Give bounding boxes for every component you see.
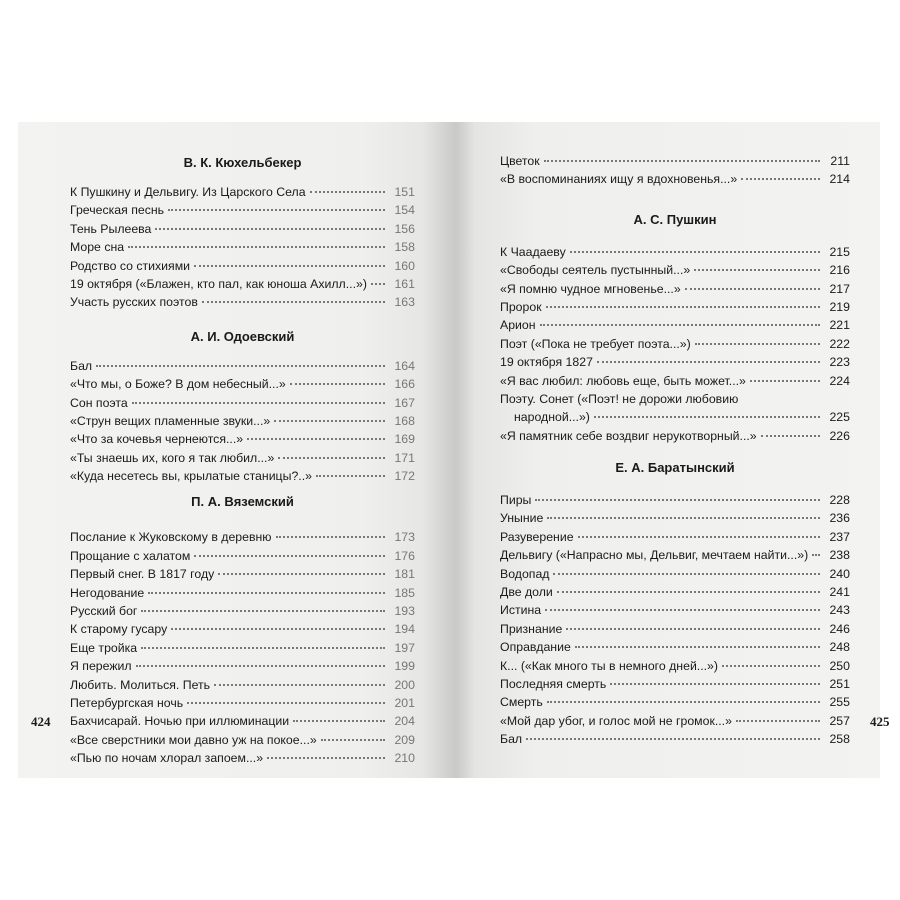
leader-dots [594,416,820,418]
leader-dots [610,683,820,685]
entry-page: 197 [394,640,415,655]
entry-title: «Все сверстники мои давно уж на покое...» [70,732,317,747]
entry-page: 223 [829,355,850,370]
entry-page: 151 [394,185,415,199]
leader-dots [526,738,820,740]
toc-entry [70,602,415,620]
entry-title: Арион [500,318,536,333]
leader-dots [546,306,820,308]
entry-title: 19 октября 1827 [500,355,593,370]
entry-title: Две доли [500,585,553,600]
entry-title: К... («Как много ты в немного дней...») [500,658,718,673]
entry-page: 211 [830,154,850,168]
entry-title: «Я памятник себе воздвиг нерукотворный...» [500,428,757,443]
entry-page: 204 [394,714,415,729]
entry-title: Участь русских поэтов [70,295,198,310]
entry-page: 156 [394,221,415,236]
section-heading: Е. А. Баратынский [615,460,735,476]
toc-entry [500,657,850,675]
entry-title: «Струн вещих пламенные звуки...» [70,413,271,428]
toc-entry [500,565,850,583]
toc-entry [500,491,850,509]
entry-page: 200 [394,677,415,692]
leader-dots [597,361,820,363]
toc-entry [500,298,850,316]
toc-entry [70,220,415,238]
toc-entry [70,712,415,730]
toc-entry [70,528,415,546]
entry-page: 185 [394,585,415,600]
leader-dots [148,592,385,594]
toc-entry [70,657,415,675]
left-page [18,122,448,778]
section-heading: А. И. Одоевский [190,328,295,344]
entry-title: Любить. Молиться. Петь [70,677,211,692]
toc-entry [70,694,415,712]
leader-dots [547,701,820,703]
toc-entry [70,394,415,412]
toc-entry [70,584,415,602]
toc-entry [70,293,415,311]
entry-title: Признание [500,621,563,636]
section-heading: П. А. Вяземский [191,494,294,510]
entry-title: Еще тройка [70,640,138,655]
toc-entry [70,467,415,485]
entry-title: Послание к Жуковскому в деревню [70,530,272,545]
leader-dots [187,702,385,704]
toc-entry [70,731,415,749]
leader-dots [545,609,820,611]
toc-entry [70,257,415,275]
leader-dots [202,301,385,303]
toc-entry [500,353,850,371]
entry-title: 19 октября («Блажен, кто пал, как юноша Ахилл...») [70,276,367,291]
entry-page: 166 [394,377,415,392]
leader-dots [741,178,820,180]
toc-entry [500,638,850,656]
entry-page: 163 [394,295,415,310]
page-number: 424 [31,714,51,729]
entry-page: 194 [394,622,415,637]
entry-page: 228 [829,493,850,508]
entry-page: 257 [829,713,850,728]
entry-page: 224 [829,373,850,388]
leader-dots [132,402,385,404]
toc-entry [70,375,415,393]
entry-title: К старому гусару [70,622,168,637]
leader-dots [136,665,385,667]
entry-page: 216 [829,263,850,278]
entry-page: 164 [394,358,415,373]
entry-title: Уныние [500,511,544,526]
entry-page: 236 [829,511,850,526]
entry-page: 154 [394,203,415,218]
leader-dots [155,228,385,230]
entry-page: 226 [829,428,850,443]
entry-page: 221 [829,318,850,333]
entry-page: 210 [394,751,415,766]
toc-entry [500,601,850,619]
entry-title: Родство со стихиями [70,258,191,273]
toc-entry [500,261,850,279]
right-toc [500,152,850,749]
entry-title: «Я помню чудное мгновенье...» [500,281,681,296]
toc-entry [500,528,850,546]
leader-dots [141,610,385,612]
entry-title: «Что мы, о Боже? В дом небесный...» [70,377,286,392]
entry-page: 201 [394,695,415,710]
left-toc [70,152,415,768]
leader-dots [544,160,820,162]
section-heading: А. С. Пушкин [633,211,717,227]
toc-entry [70,620,415,638]
toc-entry [70,565,415,583]
entry-title: «Ты знаешь их, кого я так любил...» [70,450,275,465]
toc-entry [70,676,415,694]
entry-page: 255 [829,695,850,710]
entry-page: 161 [394,276,415,291]
entry-page: 225 [829,410,850,425]
entry-title: Разуверение [500,529,574,544]
entry-title: «Что за кочевья чернеются...» [70,432,244,447]
entry-title: Первый снег. В 1817 году [70,567,215,582]
entry-page: 199 [394,659,415,674]
toc-entry [70,430,415,448]
leader-dots [685,288,820,290]
entry-title: К Чаадаеву [500,244,566,259]
leader-dots [553,573,820,575]
leader-dots [194,265,385,267]
entry-title: Русский бог [70,604,138,619]
entry-title: Сон поэта [70,395,128,410]
entry-title: Прощание с халатом [70,548,191,563]
entry-title: Бахчисарай. Ночью при иллюминации [70,714,290,729]
leader-dots [761,435,820,437]
entry-title: Греческая песнь [70,203,165,218]
entry-title: «Куда несетесь вы, крылатые станицы?..» [70,469,312,484]
entry-title: Море сна [70,240,125,255]
leader-dots [267,757,385,759]
page-number: 425 [870,714,890,729]
leader-dots [694,269,820,271]
entry-page: 167 [394,395,415,410]
leader-dots [290,383,385,385]
right-page [480,122,890,778]
entry-title: Негодование [70,585,145,600]
entry-title-cont: народной...») [514,410,590,425]
entry-title: Пророк [500,299,542,314]
entry-title: Истина [500,603,542,618]
toc-entry [500,693,850,711]
entry-page: 214 [829,172,850,187]
entry-page: 250 [829,658,850,673]
leader-dots [141,647,385,649]
entry-page: 172 [394,469,415,484]
entry-title: «Мой дар убог, и голос мой не громок...» [500,713,732,728]
entry-title: Бал [500,732,523,747]
leader-dots [736,720,820,722]
leader-dots [276,536,385,538]
leader-dots [722,665,820,667]
entry-title: К Пушкину и Дельвигу. Из Царского Села [70,185,306,199]
toc-entry [70,547,415,565]
entry-page: 176 [394,548,415,563]
leader-dots [316,475,385,477]
toc-entry [70,183,415,201]
entry-title: Последняя смерть [500,676,607,691]
book-spread [18,122,890,778]
leader-dots [575,646,820,648]
entry-page: 246 [829,621,850,636]
leader-dots [321,739,385,741]
leader-dots [750,380,820,382]
toc-entry-line1 [500,390,850,408]
toc-entry [70,201,415,219]
leader-dots [578,536,820,538]
section-heading: В. К. Кюхельбекер [183,155,302,170]
entry-title: Я пережил [70,659,132,674]
entry-page: 240 [829,566,850,581]
entry-title: Петербургская ночь [70,695,184,710]
leader-dots [557,591,820,593]
leader-dots [214,684,385,686]
toc-entry [500,730,850,748]
entry-title: Бал [70,358,93,373]
entry-page: 219 [829,299,850,314]
entry-title: «В воспоминаниях ищу я вдохновенья...» [500,172,738,187]
leader-dots [547,517,820,519]
entry-title: Оправдание [500,640,571,655]
toc-entry [500,316,850,334]
entry-page: 173 [394,530,415,545]
toc-entry [500,152,850,170]
toc-entry [70,412,415,430]
entry-page: 251 [829,676,850,691]
leader-dots [274,420,385,422]
leader-dots [566,628,820,630]
leader-dots [812,554,820,556]
entry-title: Тень Рылеева [70,221,152,236]
leader-dots [540,324,820,326]
entry-page: 169 [394,432,415,447]
toc-entry [70,275,415,293]
entry-page: 171 [394,450,415,465]
leader-dots [171,628,385,630]
toc-entry [500,712,850,730]
entry-title: Дельвигу («Напрасно мы, Дельвиг, мечтаем найти...») [500,548,809,563]
toc-entry [500,372,850,390]
entry-page: 217 [829,281,850,296]
leader-dots [194,555,385,557]
toc-entry [500,280,850,298]
leader-dots [96,365,385,367]
entry-page: 168 [394,413,415,428]
leader-dots [371,283,385,285]
toc-entry [70,749,415,767]
toc-entry [500,243,850,261]
entry-page: 215 [829,244,850,259]
entry-page: 237 [829,529,850,544]
leader-dots [278,457,385,459]
entry-page: 238 [829,548,850,563]
toc-entry [500,675,850,693]
entry-page: 193 [394,604,415,619]
entry-title: Цветок [500,154,540,168]
entry-title: Пиры [500,493,532,508]
toc-entry [500,546,850,564]
entry-page: 258 [829,732,850,747]
toc-entry [70,357,415,375]
entry-page: 222 [829,336,850,351]
leader-dots [535,499,820,501]
entry-title: Поэту. Сонет («Поэт! не дорожи любовию [500,391,739,406]
entry-page: 181 [394,567,415,582]
entry-title: Смерть [500,695,543,710]
entry-title: Водопад [500,566,550,581]
toc-entry [500,427,850,445]
entry-title: Поэт («Пока не требует поэта...») [500,336,691,351]
entry-page: 160 [394,258,415,273]
entry-title: «Свободы сеятель пустынный...» [500,263,691,278]
toc-entry [500,620,850,638]
toc-entry [500,583,850,601]
entry-title: «Пью по ночам хлорал запоем...» [70,751,264,766]
entry-page: 243 [829,603,850,618]
toc-entry [70,639,415,657]
entry-page: 241 [829,585,850,600]
leader-dots [310,191,385,193]
leader-dots [293,720,385,722]
leader-dots [168,209,385,211]
toc-entry [70,449,415,467]
entry-title: «Я вас любил: любовь еще, быть может...» [500,373,746,388]
leader-dots [128,246,385,248]
leader-dots [247,438,385,440]
toc-entry-line2 [500,408,850,426]
toc-entry [500,509,850,527]
entry-page: 209 [394,732,415,747]
toc-entry [500,335,850,353]
toc-entry [70,238,415,256]
leader-dots [218,573,385,575]
leader-dots [695,343,820,345]
toc-entry [500,170,850,188]
entry-page: 248 [829,640,850,655]
leader-dots [570,251,820,253]
entry-page: 158 [394,240,415,255]
